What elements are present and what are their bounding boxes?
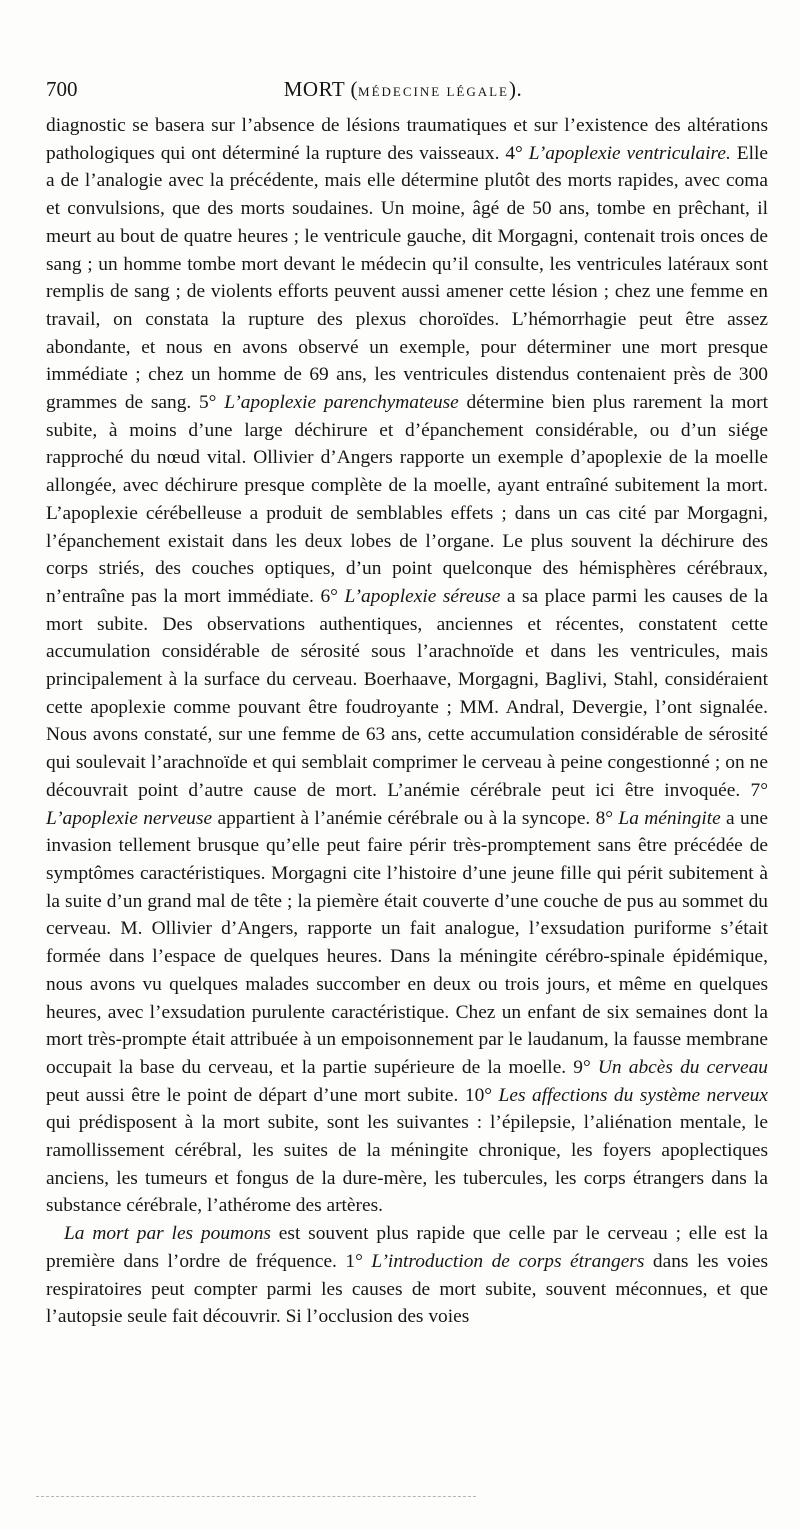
italic-phrase: L’apoplexie nerveuse [46, 807, 213, 829]
italic-phrase: La méningite [618, 807, 721, 829]
body-text [46, 112, 768, 1331]
running-title-end: ). [508, 77, 523, 101]
text-run: a sa place parmi les causes de la mort subite. Des observations authentiques, anciennes et récentes, constatent cette accumulation considérable de sérosité sous l’arachnoïde et dans les ventricules, mais principalement à la surface du cerveau. Boerhaave, Morgagni, Baglivi, Stahl, considéraient cette apoplexie comme pouvant être foudroyante ; MM. Andral, Devergie, l’ont signalée. Nous avons constaté, sur une femme de 63 ans, cette accumulation considérable de sérosité qui soulevait l’arachnoïde et qui semblait comprimer le cerveau à peine congestionné ; on ne découvrait point d’autre cause de mort. L’anémie cérébrale peut ici être invoquée. 7° [46, 585, 768, 801]
text-run: peut aussi être le point de départ d’une mort subite. 10° [46, 1084, 499, 1106]
italic-phrase: Les affections du système nerveux [498, 1084, 768, 1106]
text-run: est souvent plus rapide que celle par le cerveau ; elle est la première dans l’ordre de fréquence. 1° [46, 1223, 768, 1272]
text-run: a une invasion tellement brusque qu’elle peut faire périr très-promptement sans être précédée de symptômes caractéristiques. Morgagni cite l’histoire d’une jeune fille qui périt subitement à la suite d’un grand mal de tête ; la piemère était couverte d’une couche de pus au sommet du cerveau. M. Ollivier d’Angers, rapporte un fait analogue, l’exsudation puriforme s’était formée dans l’espace de quelques heures. Dans la méningite cérébro-spinale épidémique, nous avons vu quelques malades succomber en deux ou trois jours, et même en quelques heures, avec l’exsudation purulente caractéristique. Chez un enfant de six semaines dont la mort très-prompte était attribuée à un empoisonnement par le laudanum, la fausse membrane occupait la base du cerveau, et la partie supérieure de la moelle. 9° [46, 807, 769, 1078]
text-run: qui prédisposent à la mort subite, sont les suivantes : l’épilepsie, l’aliénation mentale, le ramollissement cérébral, les suites de la méningite chronique, les foyers apoplectiques anciens, les tumeurs et fongus de la dure-mère, les tubercules, les corps étrangers dans la substance cérébrale, l’athérome des artères. [46, 1112, 768, 1217]
italic-phrase: L’apoplexie ventriculaire. [528, 142, 731, 164]
paragraph [46, 1220, 768, 1331]
page-number: 700 [46, 77, 78, 101]
text-run: Elle a de l’analogie avec la précédente, mais elle détermine plutôt des morts rapides, avec coma et convulsions, que des morts soudaines. Un moine, âgé de 50 ans, tombe en prêchant, il meurt au bout de quatre heures ; le ventricule gauche, dit Morgagni, contenait trois onces de sang ; un homme tombe mort devant le médecin qu’il consulte, les ventricules latéraux sont remplis de sang ; de violents efforts peuvent aussi amener cette lésion ; chez une femme en travail, on constata la rupture des plexus choroïdes. L’hémorrhagie peut être assez abondante, et nous en avons observé un exemple, pour déterminer une mort presque immédiate ; chez un homme de 69 ans, les ventricules distendus contenaient près de 300 grammes de sang. 5° [46, 142, 768, 414]
footer-rule [36, 1496, 476, 1497]
running-title [46, 72, 760, 109]
italic-phrase: La mort par les poumons [64, 1223, 271, 1245]
text-run: dans les voies respiratoires peut compter parmi les causes de mort subite, souvent méconnues, et que l’autopsie seule fait découvrir. Si l’occlusion des voies [46, 1250, 768, 1328]
text-run: appartient à l’anémie cérébrale ou à la syncope. 8° [212, 807, 619, 829]
italic-phrase: L’introduction de corps étrangers [371, 1250, 645, 1272]
running-title-main: MORT ( [283, 77, 359, 101]
italic-phrase: Un abcès du cerveau [597, 1056, 768, 1078]
text-run: diagnostic se basera sur l’absence de lésions traumatiques et sur l’existence des altérations pathologiques qui ont déterminé la rupture des vaisseaux. 4° [46, 115, 768, 164]
running-title-subtitle: MÉDECINE LÉGALE [358, 84, 509, 99]
running-header [46, 72, 760, 106]
paragraph [46, 112, 768, 1220]
italic-phrase: L’apoplexie parenchymateuse [224, 392, 459, 414]
italic-phrase: L’apoplexie séreuse [344, 585, 501, 607]
text-run: détermine bien plus rarement la mort subite, à moins d’une large déchirure et d’épanchement considérable, ou d’un siége rapproché du nœud vital. Ollivier d’Angers rapporte un exemple d’apoplexie de la moelle allongée, avec déchirure presque complète de la moelle, ayant entraîné subitement la mort. L’apoplexie cérébelleuse a produit de semblables effets ; dans un cas cité par Morgagni, l’épanchement existait dans les deux lobes de l’organe. Le plus souvent la déchirure des corps striés, des couches optiques, d’un point quelconque des hémisphères cérébraux, n’entraîne pas la mort immédiate. 6° [46, 392, 768, 607]
